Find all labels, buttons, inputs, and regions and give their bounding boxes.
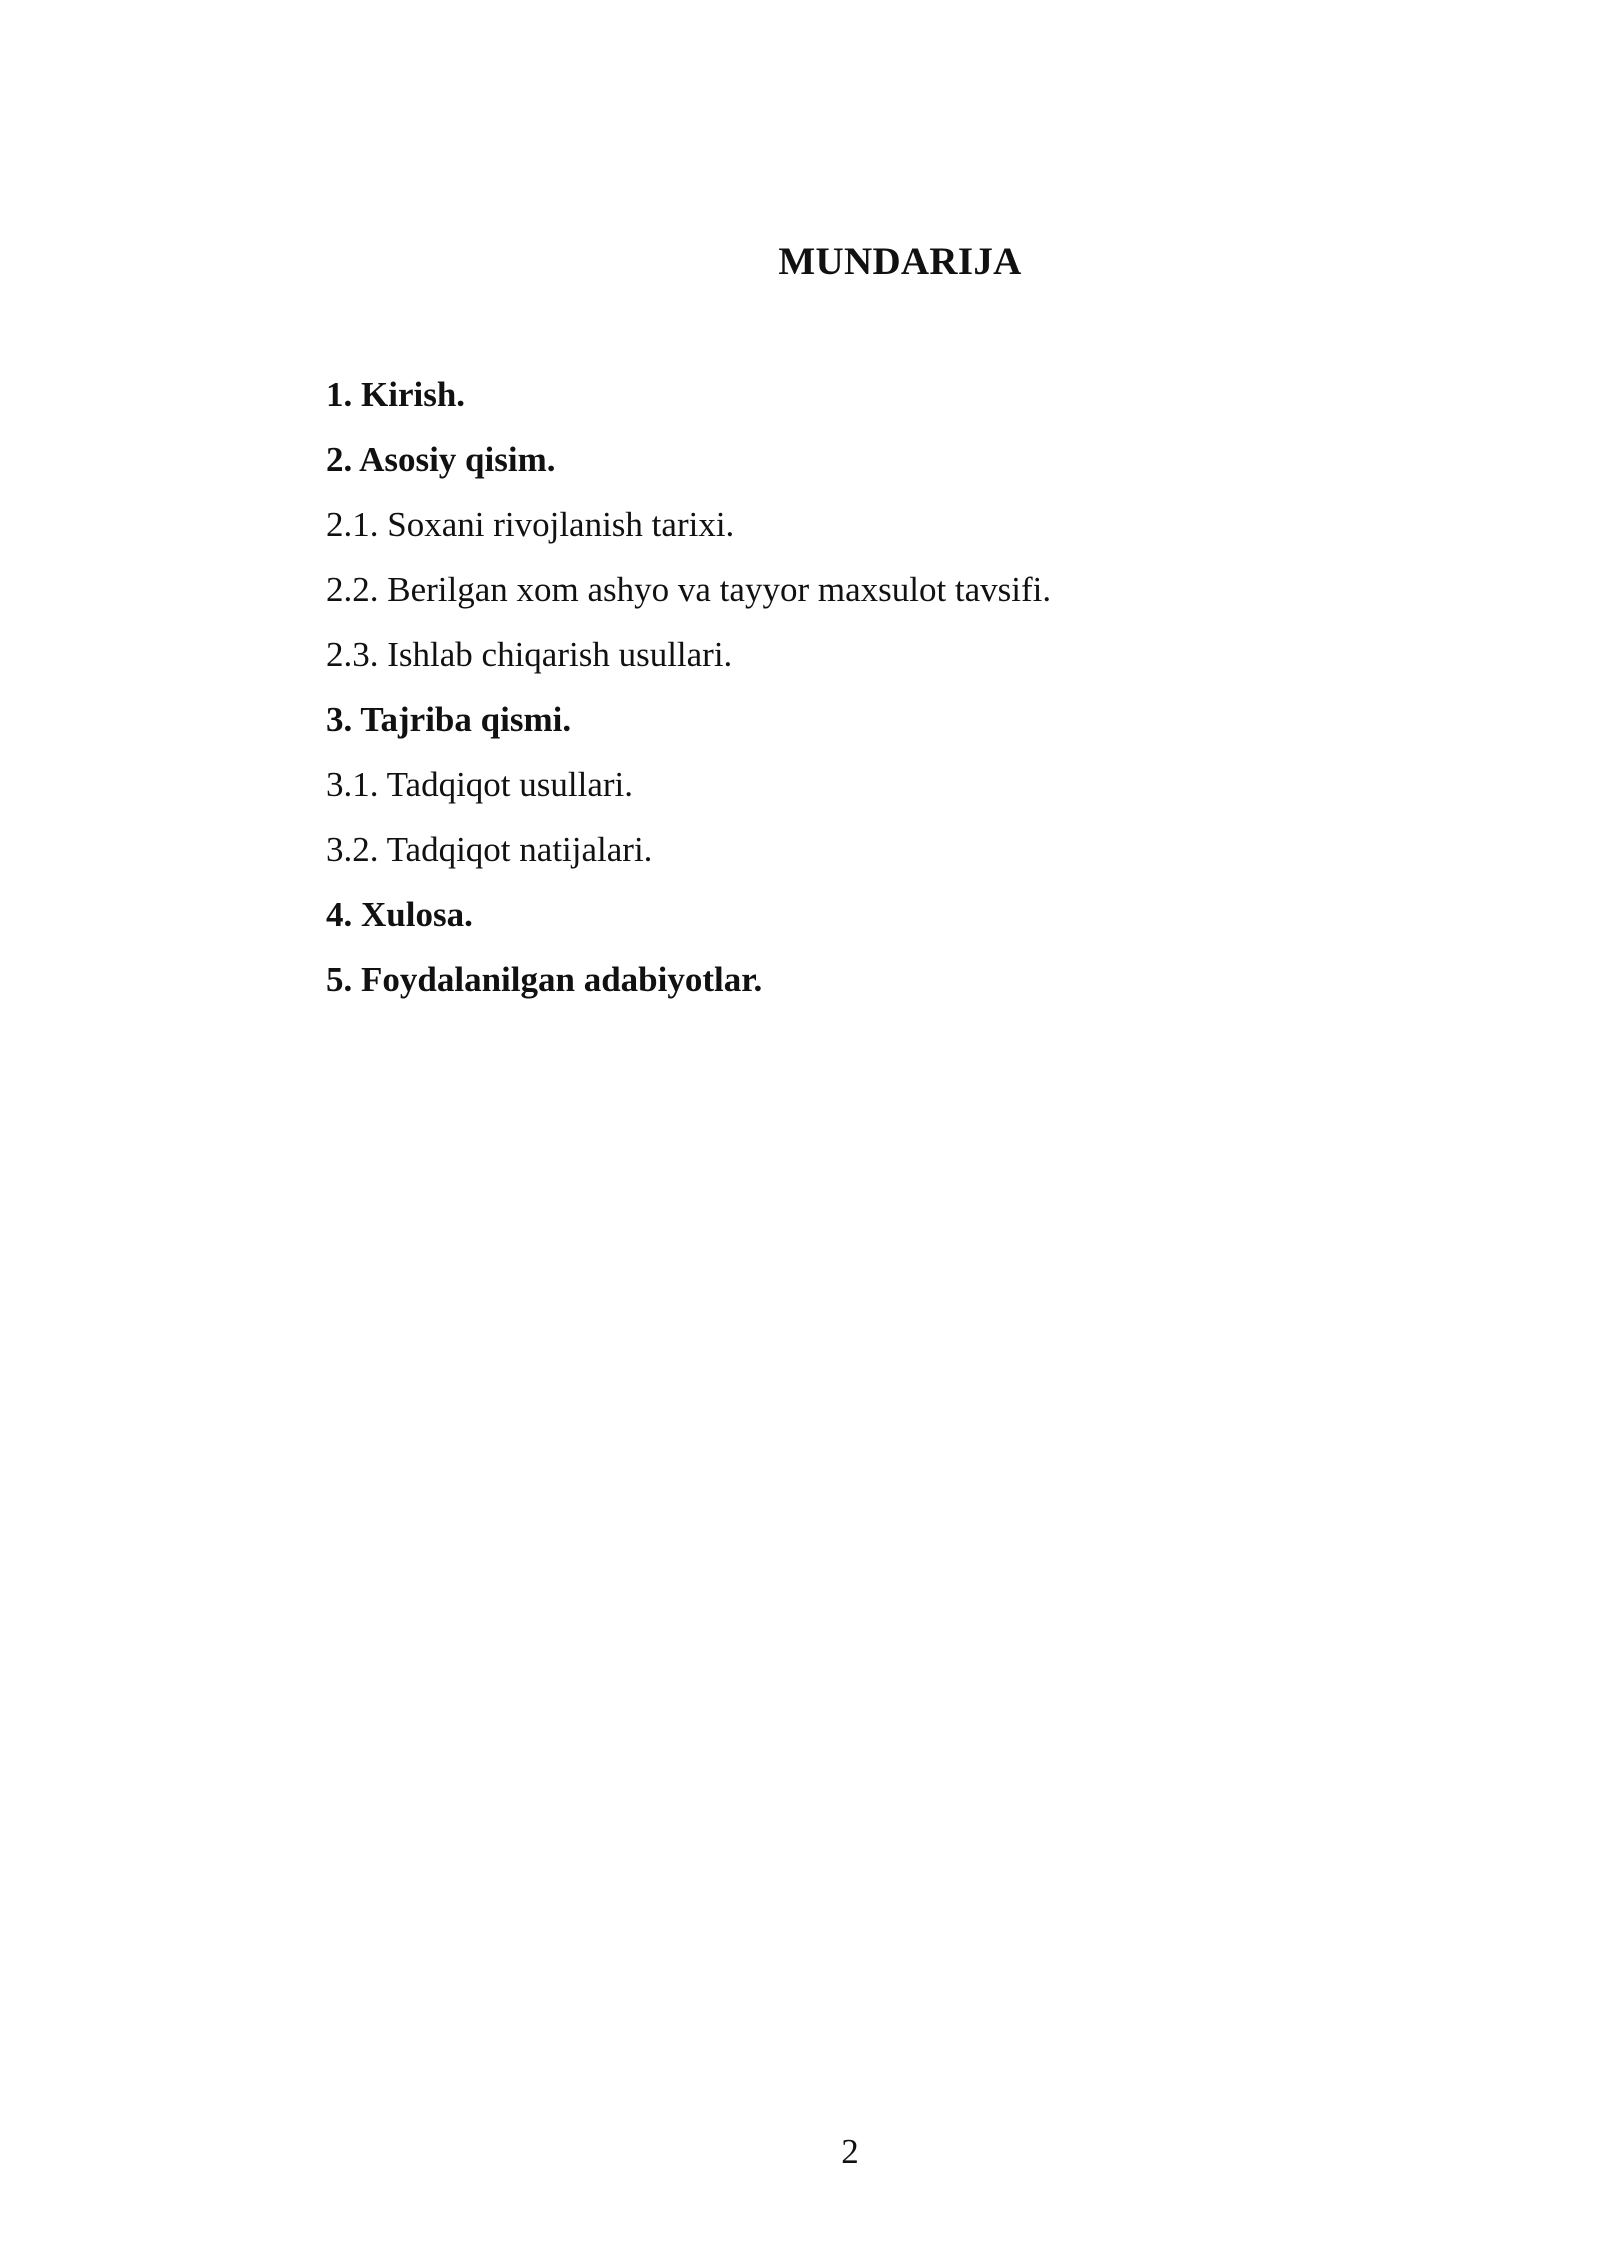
- toc-item-kirish: 1. Kirish.: [326, 375, 466, 414]
- toc-item-soxani-tarixi: 2.1. Soxani rivojlanish tarixi.: [326, 505, 735, 544]
- toc-item-adabiyotlar: 5. Foydalanilgan adabiyotlar.: [326, 960, 763, 999]
- page-number: 2: [841, 2132, 859, 2171]
- toc-item-xom-ashyo-tavsifi: 2.2. Berilgan xom ashyo va tayyor maxsulot tavsifi.: [326, 570, 1052, 609]
- table-of-contents: [326, 373, 1326, 1023]
- page-title: MUNDARIJA: [778, 240, 1022, 283]
- toc-item-ishlab-chiqarish: 2.3. Ishlab chiqarish usullari.: [326, 635, 733, 674]
- toc-item-tadqiqot-usullari: 3.1. Tadqiqot usullari.: [326, 765, 634, 804]
- toc-item-tajriba-qismi: 3. Tajriba qismi.: [326, 700, 572, 739]
- toc-item-tadqiqot-natijalari: 3.2. Tadqiqot natijalari.: [326, 830, 653, 869]
- toc-item-asosiy-qisim: 2. Asosiy qisim.: [326, 440, 556, 479]
- toc-item-xulosa: 4. Xulosa.: [326, 895, 473, 934]
